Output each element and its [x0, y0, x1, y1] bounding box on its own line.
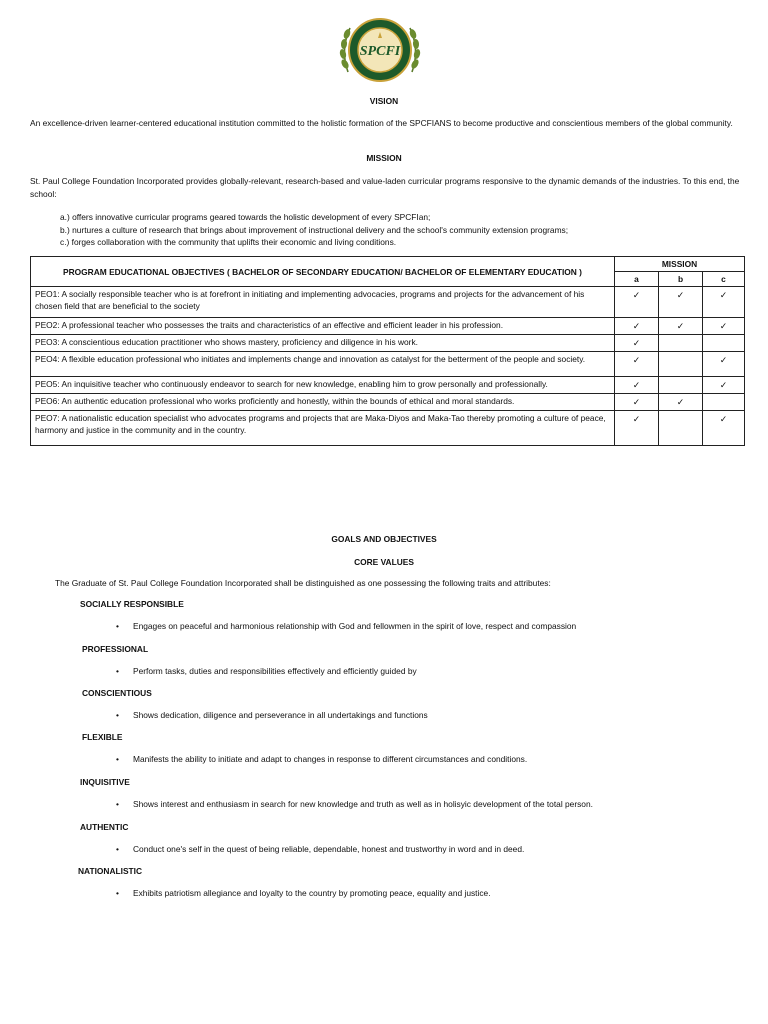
check-cell-c	[703, 352, 745, 376]
mission-item-b: b.) nurtures a culture of research that brings about improvement of instructional delivery and the school's community extension programs;	[60, 224, 569, 235]
checkmark-icon: ✓	[719, 355, 728, 366]
checkmark-icon: ✓	[719, 379, 728, 390]
vision-text: An excellence-driven learner-centered educational institution committed to the holistic formation of the SPCFIANS to become productive and conscientious members of the global community.	[30, 118, 733, 128]
core-value-title: NATIONALISTIC	[78, 866, 143, 876]
checkmark-icon: ✓	[719, 290, 728, 301]
peo-text: PEO7: A nationalistic education specialist who advocates programs and projects that are Maka-Diyos and Maka-Tao thereby promoting a culture of peace, harmony and justice in the community and in the country.	[31, 411, 615, 446]
check-cell-a	[615, 394, 659, 411]
checkmark-icon: ✓	[632, 338, 641, 349]
peo-text: PEO5: An inquisitive teacher who continuously endeavor to search for new knowledge, enabling him to grow personally and professionally.	[31, 376, 615, 393]
core-value-description	[118, 888, 491, 898]
checkmark-icon: ✓	[632, 379, 641, 390]
core-value-text: Manifests the ability to initiate and adapt to changes in response to different circumstances and conditions.	[133, 754, 528, 764]
checkmark-icon: ✓	[632, 414, 641, 425]
checkmark-icon: ✓	[632, 397, 641, 408]
peo-row	[31, 394, 745, 411]
check-cell-a	[615, 376, 659, 393]
core-value-text: Engages on peaceful and harmonious relationship with God and fellowmen in the spirit of love, respect and compassion	[133, 621, 577, 631]
peo-text: PEO2: A professional teacher who possesses the traits and characteristics of an effective and efficient leader in his profession.	[31, 317, 615, 334]
core-values-heading: CORE VALUES	[354, 557, 414, 567]
core-value-title: PROFESSIONAL	[82, 644, 149, 654]
peo-row	[31, 317, 745, 334]
mission-item-a: a.) offers innovative curricular programs geared towards the holistic development of every SPCFIan;	[60, 212, 431, 222]
core-value-title: SOCIALLY RESPONSIBLE	[80, 599, 184, 609]
check-cell-b	[659, 287, 703, 317]
check-cell-b	[659, 352, 703, 376]
school-seal-logo	[338, 12, 422, 88]
check-cell-c	[703, 394, 745, 411]
mission-col-a: a	[615, 272, 659, 287]
check-cell-b	[659, 411, 703, 446]
checkmark-icon: ✓	[676, 397, 685, 408]
core-value-description	[118, 754, 527, 764]
checkmark-icon: ✓	[719, 320, 728, 331]
core-value-title: AUTHENTIC	[80, 822, 129, 832]
core-value-title: CONSCIENTIOUS	[82, 688, 152, 698]
checkmark-icon: ✓	[632, 355, 641, 366]
mission-column-header: MISSION	[615, 257, 745, 272]
peo-row	[31, 352, 745, 376]
check-cell-b	[659, 317, 703, 334]
check-cell-a	[615, 335, 659, 352]
check-cell-b	[659, 376, 703, 393]
goals-heading: GOALS AND OBJECTIVES	[331, 534, 437, 544]
core-value-text: Conduct one's self in the quest of being reliable, dependable, honest and trustworthy in word and in deed.	[133, 844, 525, 854]
check-cell-b	[659, 394, 703, 411]
core-value-description	[118, 799, 593, 809]
mission-heading: MISSION	[366, 153, 402, 163]
checkmark-icon: ✓	[676, 320, 685, 331]
core-value-text: Exhibits patriotism allegiance and loyalty to the country by promoting peace, equality and justice.	[133, 888, 491, 898]
core-value-title: INQUISITIVE	[80, 777, 130, 787]
peo-text: PEO4: A flexible education professional who initiates and implements change and innovation as catalyst for the betterment of the people and society.	[31, 352, 615, 376]
core-value-text: Perform tasks, duties and responsibilities effectively and efficiently guided by	[133, 666, 417, 676]
core-values-intro: The Graduate of St. Paul College Foundation Incorporated shall be distinguished as one possessing the following traits and attributes:	[55, 578, 551, 588]
mission-text: St. Paul College Foundation Incorporated provides globally-relevant, research-based and value-laden curricular programs responsive to the dynamic demands of the industries. To this end, the school:	[30, 176, 740, 199]
check-cell-c	[703, 287, 745, 317]
checkmark-icon: ✓	[632, 290, 641, 301]
peo-text: PEO3: A conscientious education practitioner who shows mastery, proficiency and diligence in his work.	[31, 335, 615, 352]
vision-heading: VISION	[369, 96, 399, 106]
peo-table-title: PROGRAM EDUCATIONAL OBJECTIVES ( BACHELOR OF SECONDARY EDUCATION/ BACHELOR OF ELEMENTARY EDUCATION )	[31, 257, 615, 287]
checkmark-icon: ✓	[632, 320, 641, 331]
core-value-title: FLEXIBLE	[82, 732, 123, 742]
check-cell-c	[703, 376, 745, 393]
core-value-text: Shows dedication, diligence and perseverance in all undertakings and functions	[133, 710, 428, 720]
peo-table	[30, 256, 745, 446]
check-cell-a	[615, 317, 659, 334]
check-cell-a	[615, 287, 659, 317]
peo-text: PEO1: A socially responsible teacher who is at forefront in initiating and implementing advocacies, programs and projects for the advancement of his chosen field that are beneficial to the society	[31, 287, 615, 317]
mission-item-c: c.) forges collaboration with the community that uplifts their economic and living conditions.	[60, 237, 397, 247]
check-cell-a	[615, 352, 659, 376]
check-cell-c	[703, 317, 745, 334]
peo-text: PEO6: An authentic education professional who works proficiently and honestly, within the bounds of ethical and moral standards.	[31, 394, 615, 411]
peo-row	[31, 376, 745, 393]
core-value-description	[118, 666, 417, 676]
mission-col-c: c	[703, 272, 745, 287]
peo-row	[31, 287, 745, 317]
svg-text:SPCFI: SPCFI	[359, 44, 401, 59]
peo-row	[31, 411, 745, 446]
check-cell-c	[703, 411, 745, 446]
check-cell-c	[703, 335, 745, 352]
checkmark-icon: ✓	[676, 290, 685, 301]
core-value-description	[118, 844, 524, 854]
check-cell-b	[659, 335, 703, 352]
peo-row	[31, 335, 745, 352]
checkmark-icon: ✓	[719, 414, 728, 425]
mission-col-b: b	[659, 272, 703, 287]
check-cell-a	[615, 411, 659, 446]
core-value-description	[118, 710, 428, 720]
core-value-description	[118, 621, 576, 631]
core-value-text: Shows interest and enthusiasm in search for new knowledge and truth as well as in holisyic development of the total person.	[133, 799, 593, 809]
mission-list	[60, 211, 568, 249]
